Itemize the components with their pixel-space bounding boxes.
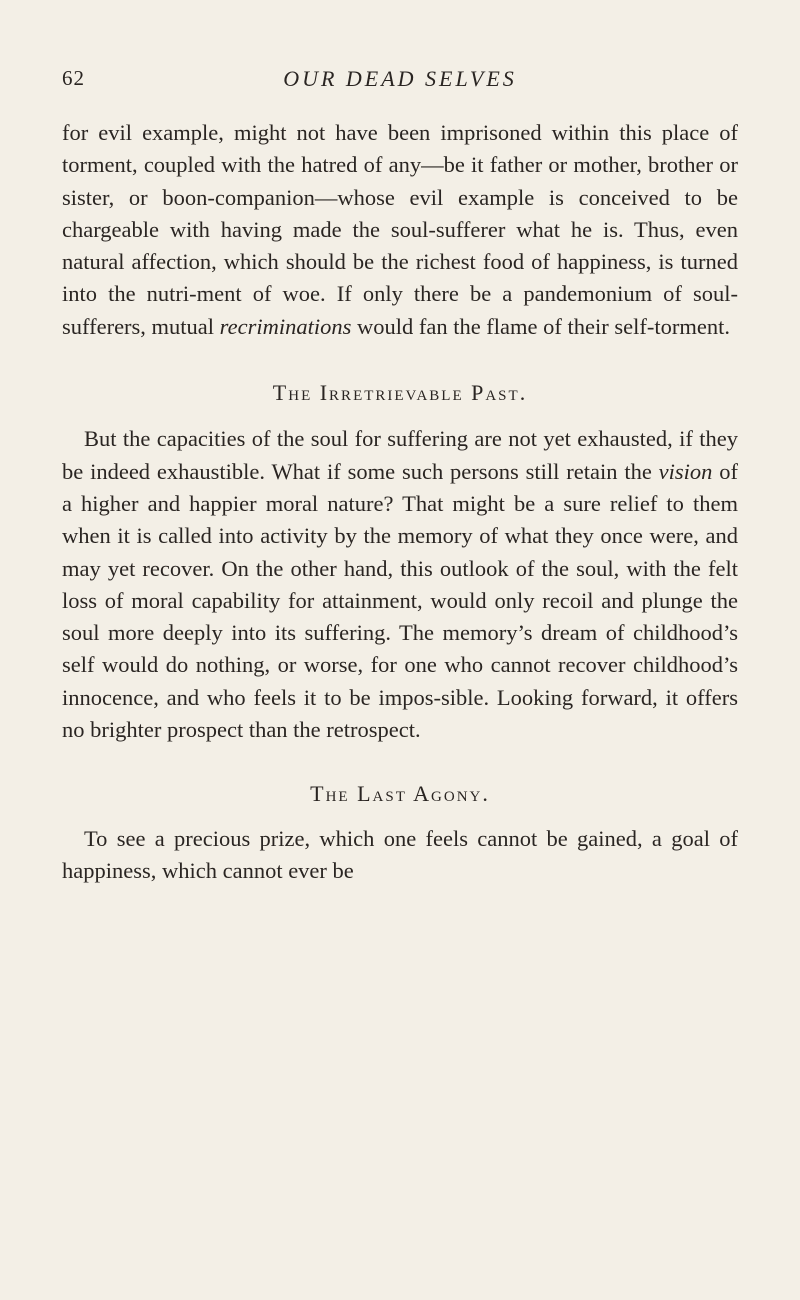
page-header bbox=[62, 66, 738, 102]
paragraph-1-italic: recriminations bbox=[219, 313, 352, 339]
page-number: 62 bbox=[62, 66, 85, 90]
paragraph-1-text: for evil example, might not have been imprisoned within this place of torment, coupled with the hatred of any—be it father or mother, brother or sister, or boon-companion—whose evil example is conceived to be chargeable with having made the soul-sufferer what he is. Thus, even natural affection, which should be the richest food of happiness, is turned into the nutri-ment of woe. If only there be a pandemonium of soul-sufferers, mutual bbox=[62, 120, 738, 339]
paragraph-1-tail: would fan the flame of their self-torment. bbox=[356, 313, 730, 339]
running-head: OUR DEAD SELVES bbox=[283, 66, 517, 91]
paragraph-2-text-a: But the capacities of the soul for suffering are not yet exhausted, if they be indeed exhaustible. What if some such persons still retain the bbox=[62, 426, 738, 484]
paragraph-1 bbox=[62, 117, 738, 343]
paragraph-2-italic: vision bbox=[658, 458, 713, 484]
section-heading-last-agony: The Last Agony. bbox=[310, 781, 490, 807]
paragraph-2 bbox=[62, 423, 738, 746]
page-body bbox=[62, 117, 738, 887]
section-heading-irretrievable-past: The Irretrievable Past. bbox=[272, 380, 528, 406]
paragraph-2-text-b: of a higher and happier moral nature? That might be a sure relief to them when it is called into activity by the memory of what they once were, and may yet recover. On the other hand, this outlook of the soul, with the felt loss of moral capability for attainment, would only recoil and plunge the soul more deeply into its suffering. The memory’s dream of childhood’s self would do nothing, or worse, for one who cannot recover childhood’s innocence, and who feels it to be impos-sible. Looking forward, it offers no brighter prospect than the retrospect. bbox=[62, 458, 739, 743]
paragraph-3: To see a precious prize, which one feels cannot be gained, a goal of happiness, which cannot ever be bbox=[62, 825, 738, 883]
